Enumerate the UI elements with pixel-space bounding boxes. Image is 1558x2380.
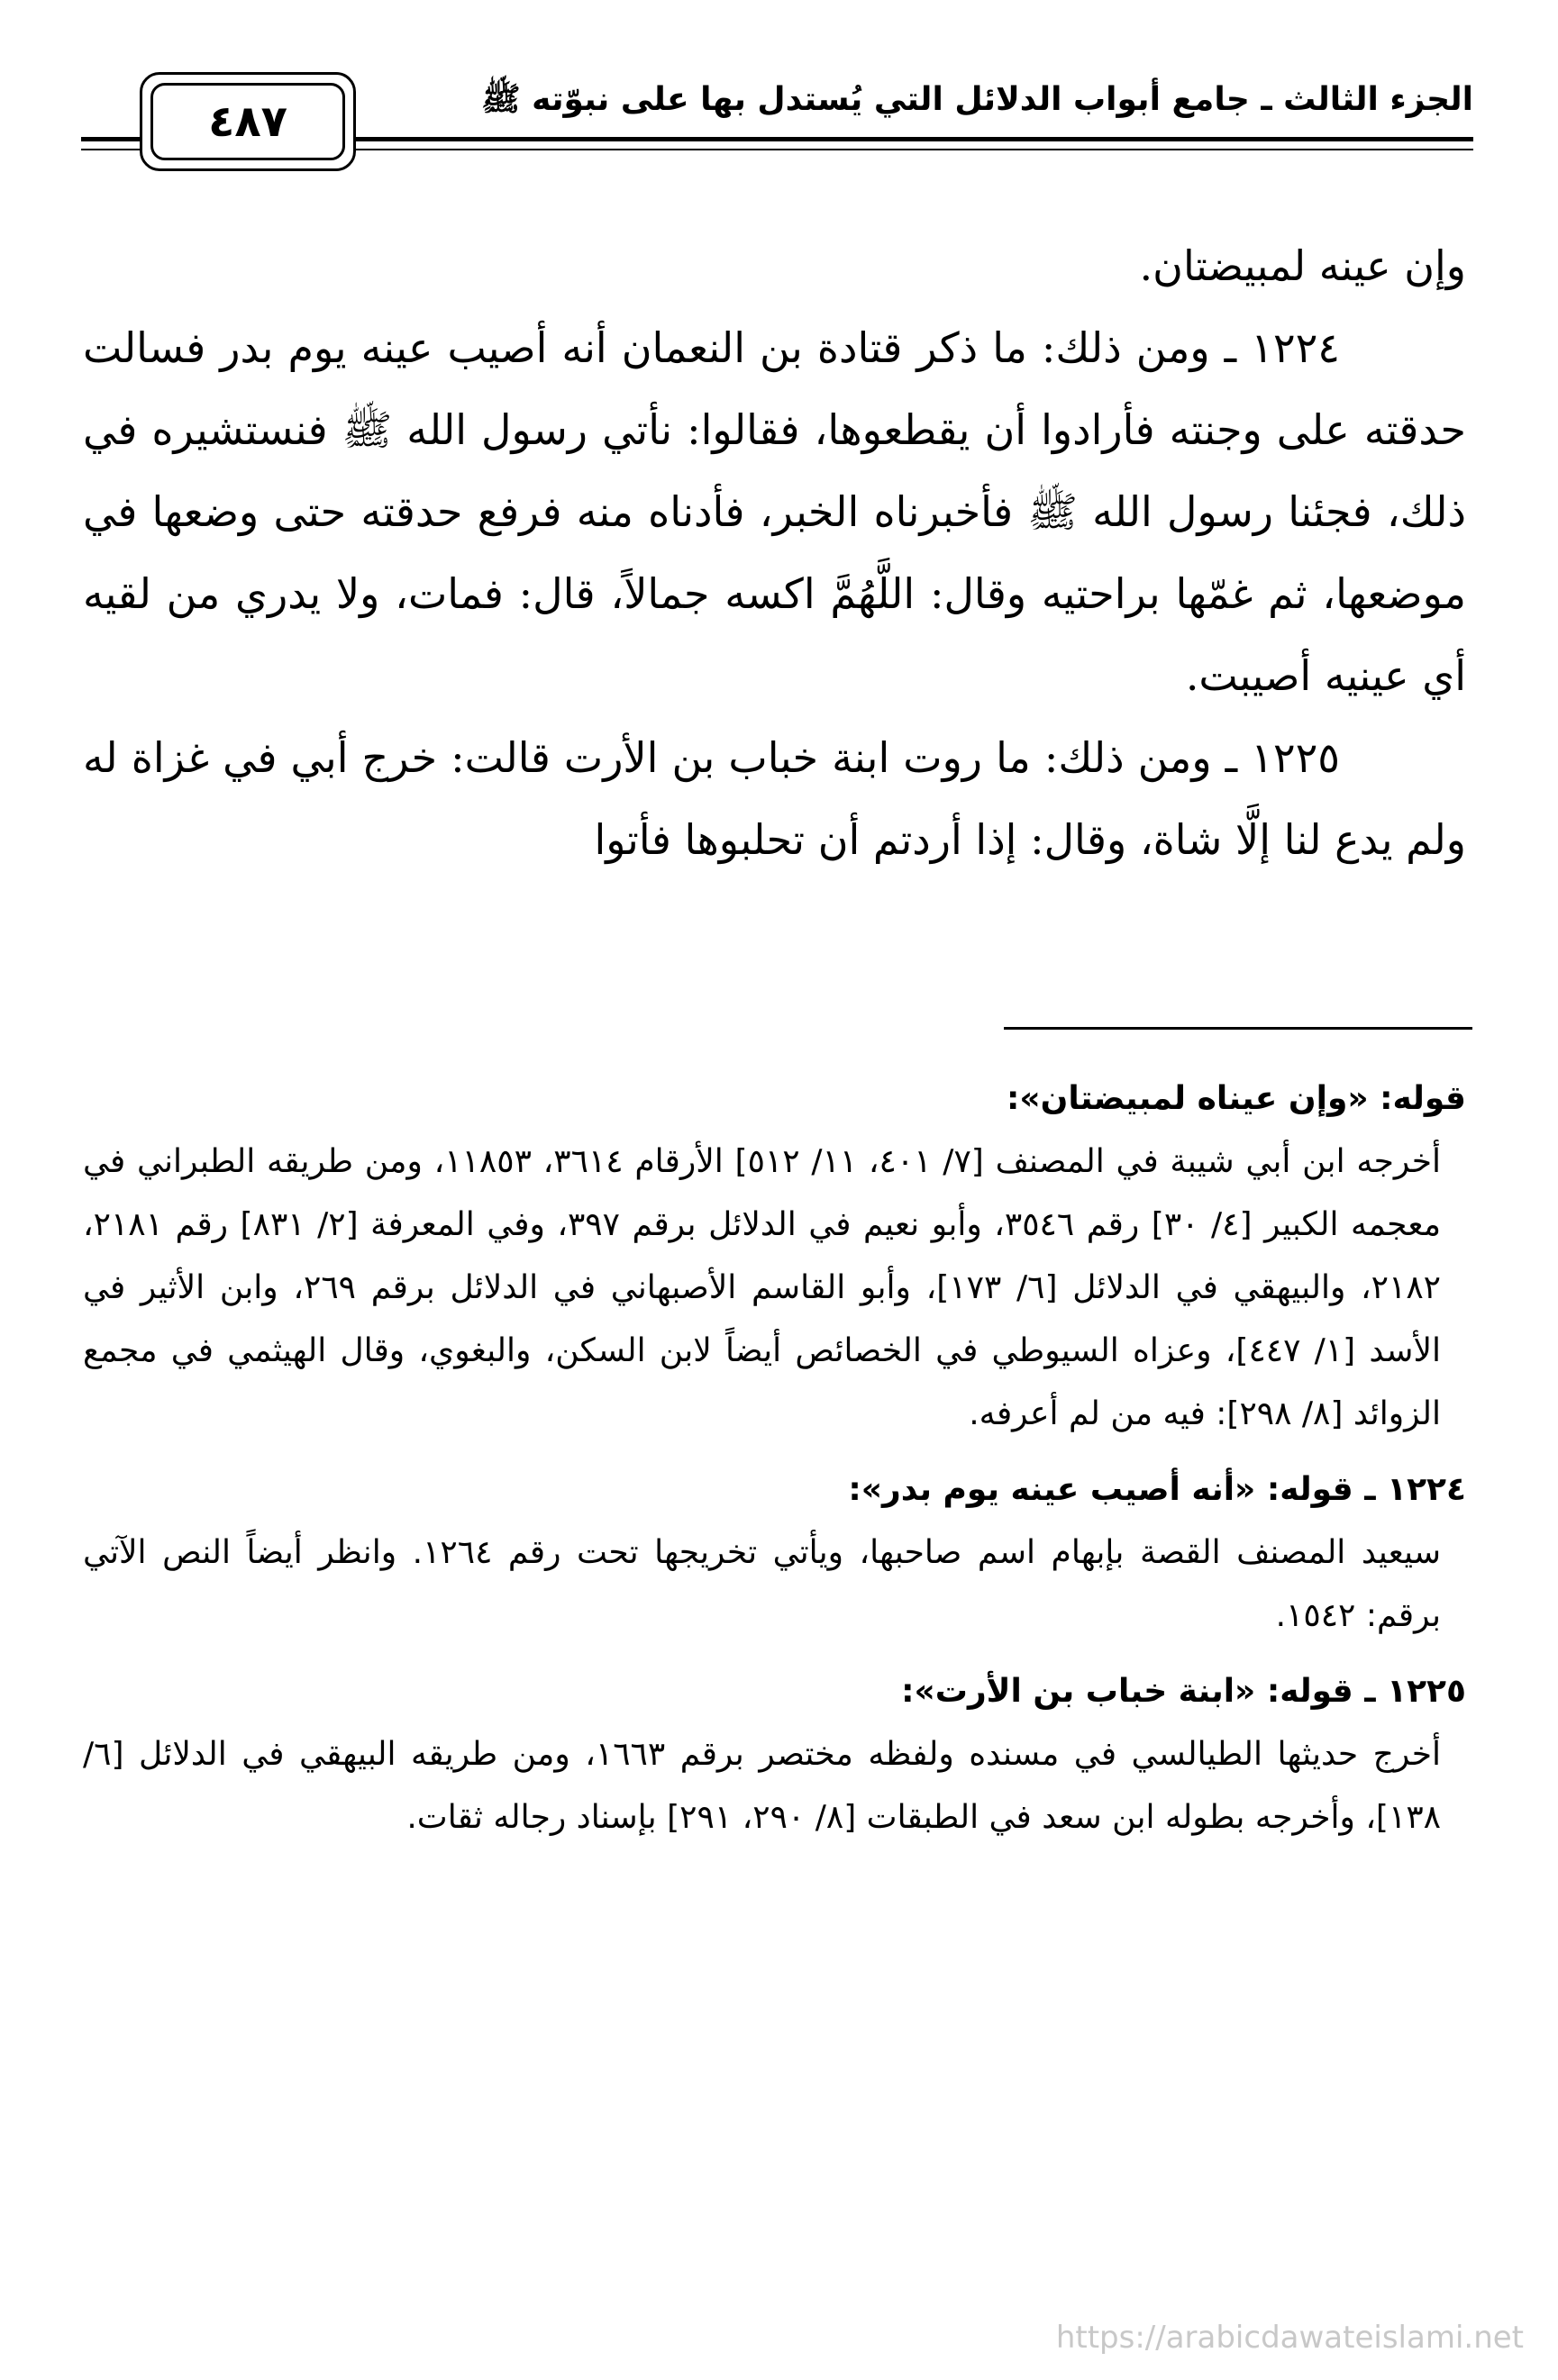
footnote-1 [83, 1067, 1466, 1446]
footnote-separator [1004, 1027, 1472, 1030]
running-header-title: الجزء الثالث ـ جامع أبواب الدلائل التي يُستدل بها على نبوّته ﷺ [481, 81, 1473, 118]
watermark-url: https://arabicdawateislami.net [1055, 2320, 1524, 2356]
footnote-text: سيعيد المصنف القصة بإبهام اسم صاحبها، ويأتي تخريجها تحت رقم ١٢٦٤. وانظر أيضاً النص الآتي برقم: ١٥٤٢. [83, 1534, 1441, 1634]
footnote-1224 [83, 1458, 1466, 1648]
footnotes [83, 1067, 1466, 1862]
footnote-1225 [83, 1660, 1466, 1849]
main-paragraph-1224: ١٢٢٤ ـ ومن ذلك: ما ذكر قتادة بن النعمان أنه أصيب عينه يوم بدر فسالت حدقته على وجنته فأرادوا أن يقطعوها، فقالوا: نأتي رسول الله ﷺ فنستشيره في ذلك، فجئنا رسول الله ﷺ فأخبرناه الخبر، فأدناه منه فرفع حدقته حتى وضعها في موضعها، ثم غمّها براحتيه وقال: اللَّهُمَّ اكسه جمالاً، قال: فمات، ولا يدري من لقيه أي عينيه أصيبت. [83, 323, 1466, 700]
footnote-heading: ١٢٢٤ ـ قوله: «أنه أصيب عينه يوم بدر»: [848, 1471, 1466, 1508]
page-header [81, 63, 1473, 180]
main-text [83, 225, 1466, 881]
footnote-heading: ١٢٢٥ ـ قوله: «ابنة خباب بن الأرت»: [901, 1673, 1466, 1710]
main-paragraph-1225: ١٢٢٥ ـ ومن ذلك: ما روت ابنة خباب بن الأرت قالت: خرج أبي في غزاة له ولم يدع لنا إلَّا شاة، وقال: إذا أردتم أن تحلبوها فأتوا [83, 733, 1466, 864]
page-number: ٤٨٧ [150, 83, 345, 160]
footnote-text: أخرجه ابن أبي شيبة في المصنف [٧/ ٤٠١، ١١/ ٥١٢] الأرقام ٣٦١٤، ١١٨٥٣، ومن طريقه الطبراني في معجمه الكبير [٤/ ٣٠] رقم ٣٥٤٦، وأبو نعيم في الدلائل برقم ٣٩٧، وفي المعرفة [٢/ ٨٣١] رقم ٢١٨١، ٢١٨٢، والبيهقي في الدلائل [٦/ ١٧٣]، وأبو القاسم الأصبهاني في الدلائل برقم ٢٦٩، وابن الأثير في الأسد [١/ ٤٤٧]، وعزاه السيوطي في الخصائص أيضاً لابن السكن، والبغوي، وقال الهيثمي في مجمع الزوائد [٨/ ٢٩٨]: فيه من لم أعرفه. [83, 1143, 1442, 1432]
footnote-text: أخرج حديثها الطيالسي في مسنده ولفظه مختصر برقم ١٦٦٣، ومن طريقه البيهقي في الدلائل [٦/ ١٣٨]، وأخرجه بطوله ابن سعد في الطبقات [٨/ ٢٩٠، ٢٩١] بإسناد رجاله ثقات. [83, 1736, 1441, 1836]
page-number-frame [140, 72, 356, 171]
main-paragraph-1: وإن عينه لمبيضتان. [1139, 241, 1466, 290]
footnote-heading: قوله: «وإن عيناه لمبيضتان»: [1006, 1080, 1466, 1117]
